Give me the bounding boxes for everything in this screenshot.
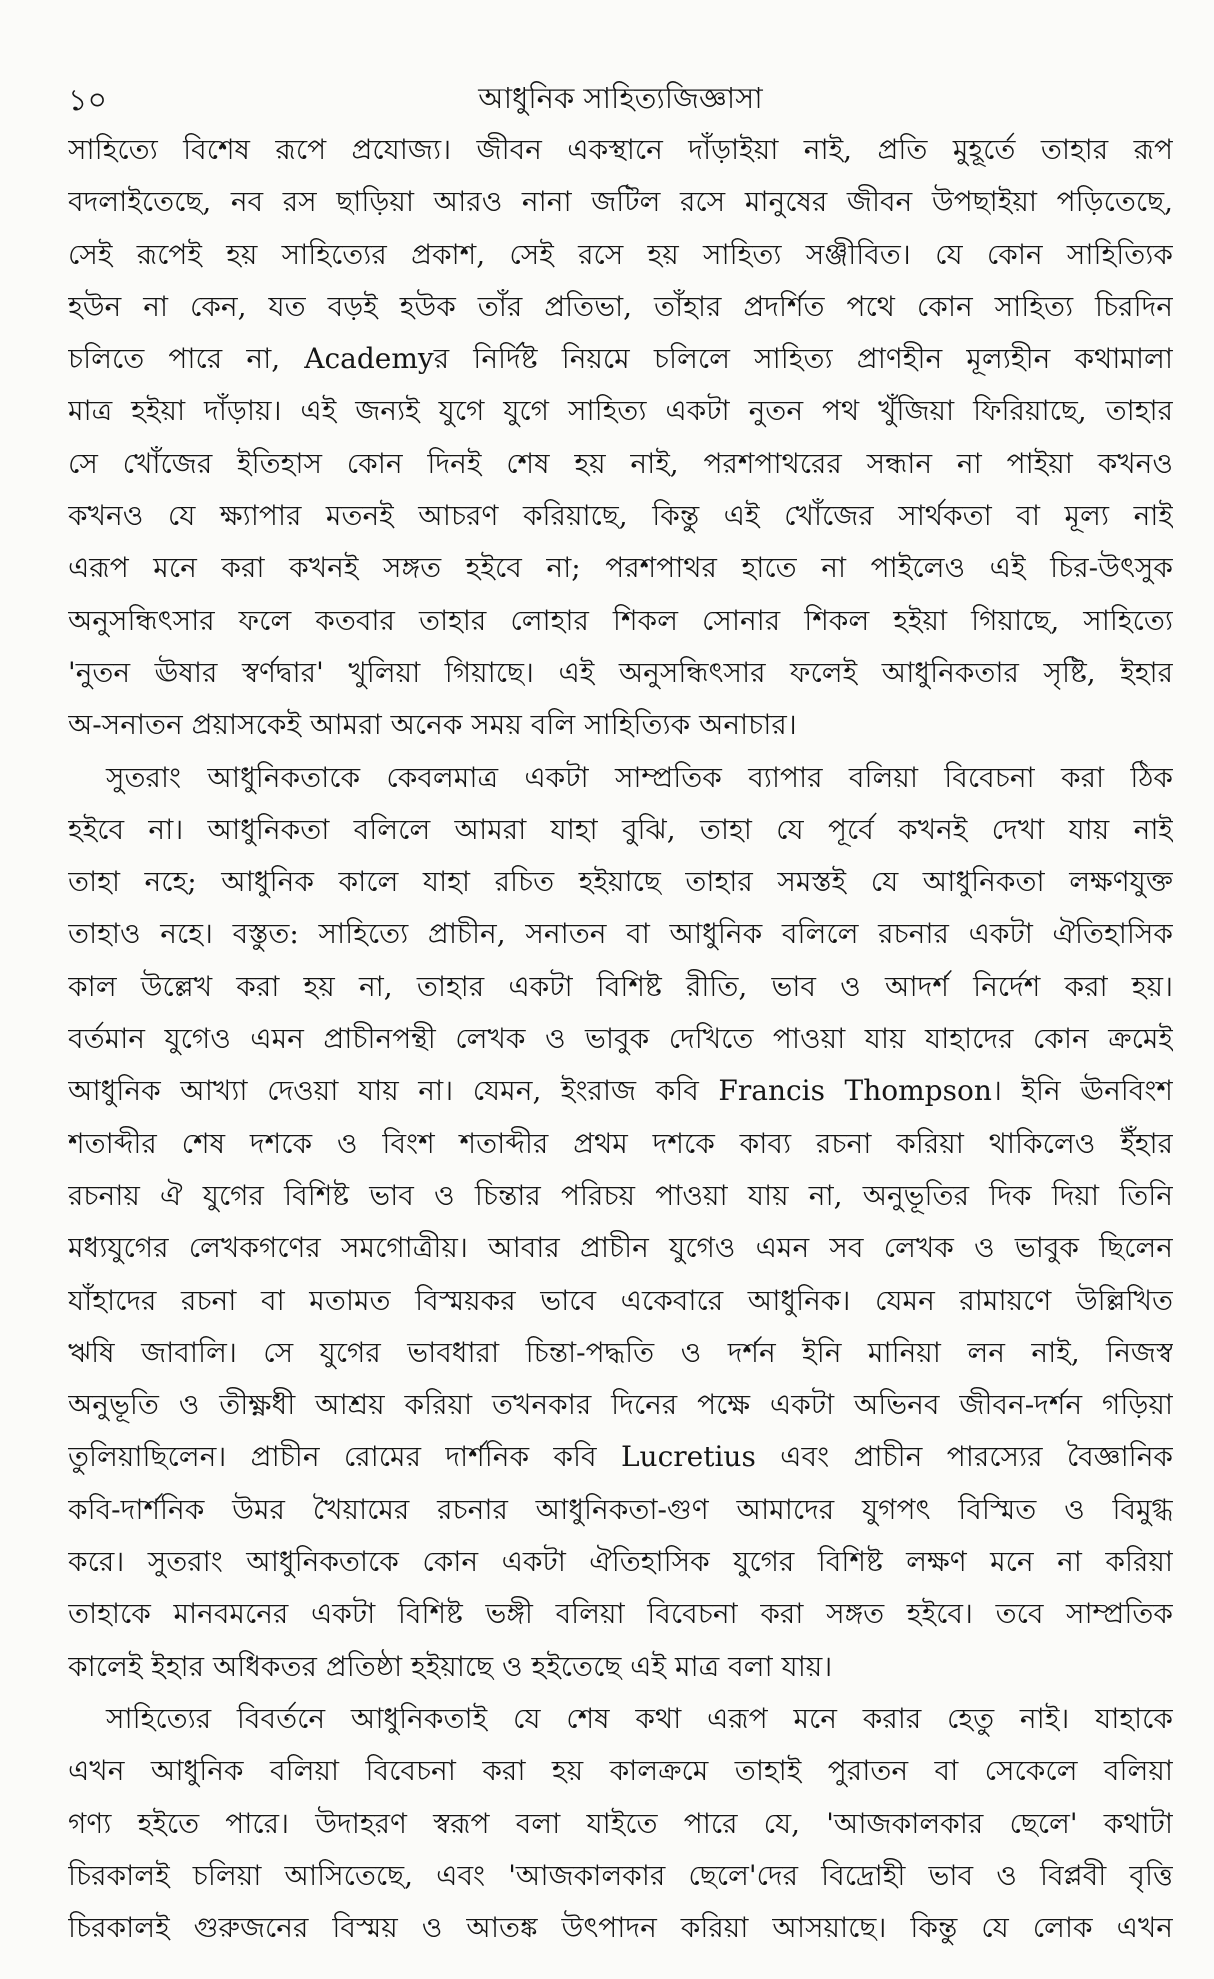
text-line: হউন না কেন, যত বড়ই হউক তাঁর প্রতিভা, তাঁহার প্রদর্শিত পথে কোন সাহিত্য চিরদিন bbox=[68, 289, 1173, 323]
text-line: কালেই ইহার অধিকতর প্রতিষ্ঠা হইয়াছে ও হইতেছে এই মাত্র বলা যায়। bbox=[68, 1649, 833, 1683]
text-line: কাল উল্লেখ করা হয় না, তাহার একটা বিশিষ্ট রীতি, ভাব ও আদর্শ নির্দেশ করা হয়। bbox=[68, 969, 1173, 1003]
page-header bbox=[68, 76, 1173, 122]
text-line: চিরকালই গুরুজনের বিস্ময় ও আতঙ্ক উৎপাদন করিয়া আসয়াছে। কিন্তু যে লোক এখন bbox=[68, 1911, 1173, 1945]
text-line: বর্তমান যুগেও এমন প্রাচীনপন্থী লেখক ও ভাবুক দেখিতে পাওয়া যায় যাহাদের কোন ক্রমেই bbox=[68, 1022, 1173, 1056]
text-line: 'নুতন ঊষার স্বর্ণদ্বার' খুলিয়া গিয়াছে। এই অনুসন্ধিৎসার ফলেই আধুনিকতার সৃষ্টি, ইহার bbox=[68, 655, 1173, 689]
text-line: এখন আধুনিক বলিয়া বিবেচনা করা হয় কালক্রমে তাহাই পুরাতন বা সেকেলে বলিয়া bbox=[68, 1754, 1173, 1788]
text-line: গণ্য হইতে পারে। উদাহরণ স্বরূপ বলা যাইতে পারে যে, 'আজকালকার ছেলে' কথাটা bbox=[68, 1806, 1173, 1840]
text-line: তাহাও নহে। বস্তুত: সাহিত্যে প্রাচীন, সনাতন বা আধুনিক বলিলে রচনার একটা ঐতিহাসিক bbox=[68, 917, 1173, 951]
paragraph bbox=[68, 752, 1173, 1693]
running-title: আধুনিক সাহিত্যজিজ্ঞাসা bbox=[478, 81, 763, 115]
text-line: সাহিত্যের বিবর্তনে আধুনিকতাই যে শেষ কথা এরূপ মনে করার হেতু নাই। যাহাকে bbox=[106, 1701, 1173, 1735]
text-line: মাত্র হইয়া দাঁড়ায়। এই জন্যই যুগে যুগে সাহিত্য একটা নুতন পথ খুঁজিয়া ফিরিয়াছে, তাহার bbox=[68, 394, 1173, 428]
text-line: কবি-দার্শনিক উমর খৈয়ামের রচনার আধুনিকতা-গুণ আমাদের যুগপৎ বিস্মিত ও বিমুগ্ধ bbox=[68, 1492, 1173, 1526]
paragraph bbox=[68, 1693, 1173, 1954]
text-line: তাহাকে মানবমনের একটা বিশিষ্ট ভঙ্গী বলিয়া বিবেচনা করা সঙ্গত হইবে। তবে সাম্প্রতিক bbox=[68, 1597, 1173, 1631]
text-line: এরূপ মনে করা কখনই সঙ্গত হইবে না; পরশপাথর হাতে না পাইলেও এই চির-উৎসুক bbox=[68, 551, 1173, 585]
text-line: তুলিয়াছিলেন। প্রাচীন রোমের দার্শনিক কবি Lucretius এবং প্রাচীন পারস্যের বৈজ্ঞানিক bbox=[68, 1440, 1173, 1474]
text-line: বদলাইতেছে, নব রস ছাড়িয়া আরও নানা জটিল রসে মানুষের জীবন উপছাইয়া পড়িতেছে, bbox=[68, 185, 1173, 219]
paragraph bbox=[68, 124, 1173, 752]
text-line: শতাব্দীর শেষ দশকে ও বিংশ শতাব্দীর প্রথম দশকে কাব্য রচনা করিয়া থাকিলেও ইঁহার bbox=[68, 1126, 1173, 1160]
text-line: মধ্যযুগের লেখকগণের সমগোত্রীয়। আবার প্রাচীন যুগেও এমন সব লেখক ও ভাবুক ছিলেন bbox=[68, 1231, 1173, 1265]
body-text bbox=[68, 124, 1173, 1954]
text-line: আধুনিক আখ্যা দেওয়া যায় না। যেমন, ইংরাজ কবি Francis Thompson। ইনি ঊনবিংশ bbox=[68, 1074, 1173, 1108]
text-line: চিরকালই চলিয়া আসিতেছে, এবং 'আজকালকার ছেলে'দের বিদ্রোহী ভাব ও বিপ্লবী বৃত্তি bbox=[68, 1858, 1173, 1892]
text-line: হইবে না। আধুনিকতা বলিলে আমরা যাহা বুঝি, তাহা যে পূর্বে কখনই দেখা যায় নাই bbox=[68, 812, 1173, 846]
text-line: সে খোঁজের ইতিহাস কোন দিনই শেষ হয় নাই, পরশপাথরের সন্ধান না পাইয়া কখনও bbox=[68, 446, 1173, 480]
text-line: তাহা নহে; আধুনিক কালে যাহা রচিত হইয়াছে তাহার সমস্তই যে আধুনিকতা লক্ষণযুক্ত bbox=[68, 865, 1173, 899]
text-line: অ-সনাতন প্রয়াসকেই আমরা অনেক সময় বলি সাহিত্যিক অনাচার। bbox=[68, 708, 797, 742]
text-line: অনুভূতি ও তীক্ষ্ণধী আশ্রয় করিয়া তখনকার দিনের পক্ষে একটা অভিনব জীবন-দর্শন গড়িয়া bbox=[68, 1388, 1173, 1422]
page-number: ১০ bbox=[68, 83, 107, 118]
text-line: করে। সুতরাং আধুনিকতাকে কোন একটা ঐতিহাসিক যুগের বিশিষ্ট লক্ষণ মনে না করিয়া bbox=[68, 1545, 1173, 1579]
text-line: যাঁহাদের রচনা বা মতামত বিস্ময়কর ভাবে একেবারে আধুনিক। যেমন রামায়ণে উল্লিখিত bbox=[68, 1283, 1173, 1317]
text-line: সুতরাং আধুনিকতাকে কেবলমাত্র একটা সাম্প্রতিক ব্যাপার বলিয়া বিবেচনা করা ঠিক bbox=[106, 760, 1173, 794]
text-line: কখনও যে ক্ষ্যাপার মতনই আচরণ করিয়াছে, কিন্তু এই খোঁজের সার্থকতা বা মূল্য নাই bbox=[68, 499, 1173, 533]
text-line: সেই রূপেই হয় সাহিত্যের প্রকাশ, সেই রসে হয় সাহিত্য সঞ্জীবিত। যে কোন সাহিত্যিক bbox=[68, 237, 1173, 271]
text-line: অনুসন্ধিৎসার ফলে কতবার তাহার লোহার শিকল সোনার শিকল হইয়া গিয়াছে, সাহিত্যে bbox=[68, 603, 1173, 637]
text-line: রচনায় ঐ যুগের বিশিষ্ট ভাব ও চিন্তার পরিচয় পাওয়া যায় না, অনুভূতির দিক দিয়া তিনি bbox=[68, 1178, 1173, 1212]
text-line: সাহিত্যে বিশেষ রূপে প্রযোজ্য। জীবন একস্থানে দাঁড়াইয়া নাই, প্রতি মুহূর্তে তাহার রূপ bbox=[68, 133, 1173, 166]
text-line: ঋষি জাবালি। সে যুগের ভাবধারা চিন্তা-পদ্ধতি ও দর্শন ইনি মানিয়া লন নাই, নিজস্ব bbox=[68, 1335, 1173, 1369]
text-line: চলিতে পারে না, Academyর নির্দিষ্ট নিয়মে চলিলে সাহিত্য প্রাণহীন মূল্যহীন কথামালা bbox=[68, 342, 1173, 376]
